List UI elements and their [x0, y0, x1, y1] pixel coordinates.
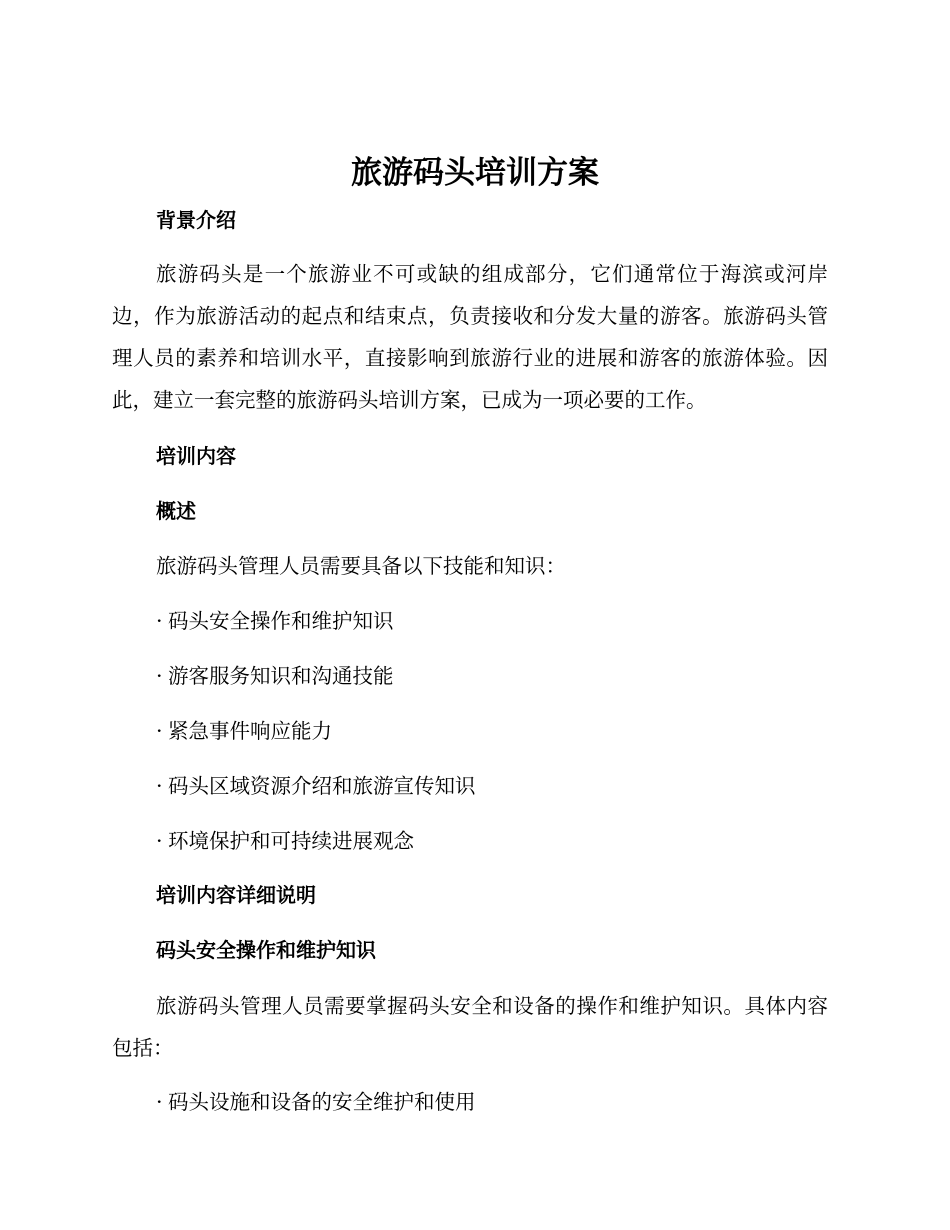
bullet-marker: · — [156, 774, 163, 798]
list-item-text: 紧急事件响应能力 — [168, 719, 332, 743]
list-item — [156, 661, 394, 691]
list-item — [156, 1087, 476, 1117]
overview-intro: 旅游码头管理人员需要具备以下技能和知识： — [156, 554, 566, 578]
bullet-marker: · — [156, 1090, 163, 1114]
document-title: 旅游码头培训方案 — [351, 155, 599, 191]
section-heading-background: 背景介绍 — [156, 208, 236, 232]
bullet-marker: · — [156, 719, 163, 743]
list-item — [156, 826, 414, 856]
background-paragraph: 旅游码头是一个旅游业不可或缺的组成部分，它们通常位于海滨或河岸边，作为旅游活动的起点和结束点，负责接收和分发大量的游客。旅游码头管理人员的素养和培训水平，直接影响到旅游行业的进展和游客的旅游体验。因此，建立一套完整的旅游码头培训方案，已成为一项必要的工作。 — [112, 262, 828, 412]
subheading-overview: 概述 — [156, 499, 196, 523]
list-item-text: 码头安全操作和维护知识 — [168, 609, 394, 633]
bullet-marker: · — [156, 829, 163, 853]
list-item-text: 码头设施和设备的安全维护和使用 — [168, 1090, 476, 1114]
list-item-text: 码头区域资源介绍和旅游宣传知识 — [168, 774, 476, 798]
list-item-text: 游客服务知识和沟通技能 — [168, 664, 394, 688]
section-heading-details: 培训内容详细说明 — [156, 883, 316, 907]
bullet-marker: · — [156, 609, 163, 633]
list-item — [156, 716, 332, 746]
list-item-text: 环境保护和可持续进展观念 — [168, 829, 414, 853]
list-item — [156, 771, 476, 801]
safety-paragraph: 旅游码头管理人员需要掌握码头安全和设备的操作和维护知识。具体内容包括： — [112, 994, 828, 1060]
list-item — [156, 606, 394, 636]
bullet-marker: · — [156, 664, 163, 688]
section-heading-training-content: 培训内容 — [156, 444, 236, 468]
subheading-safety: 码头安全操作和维护知识 — [156, 938, 376, 962]
